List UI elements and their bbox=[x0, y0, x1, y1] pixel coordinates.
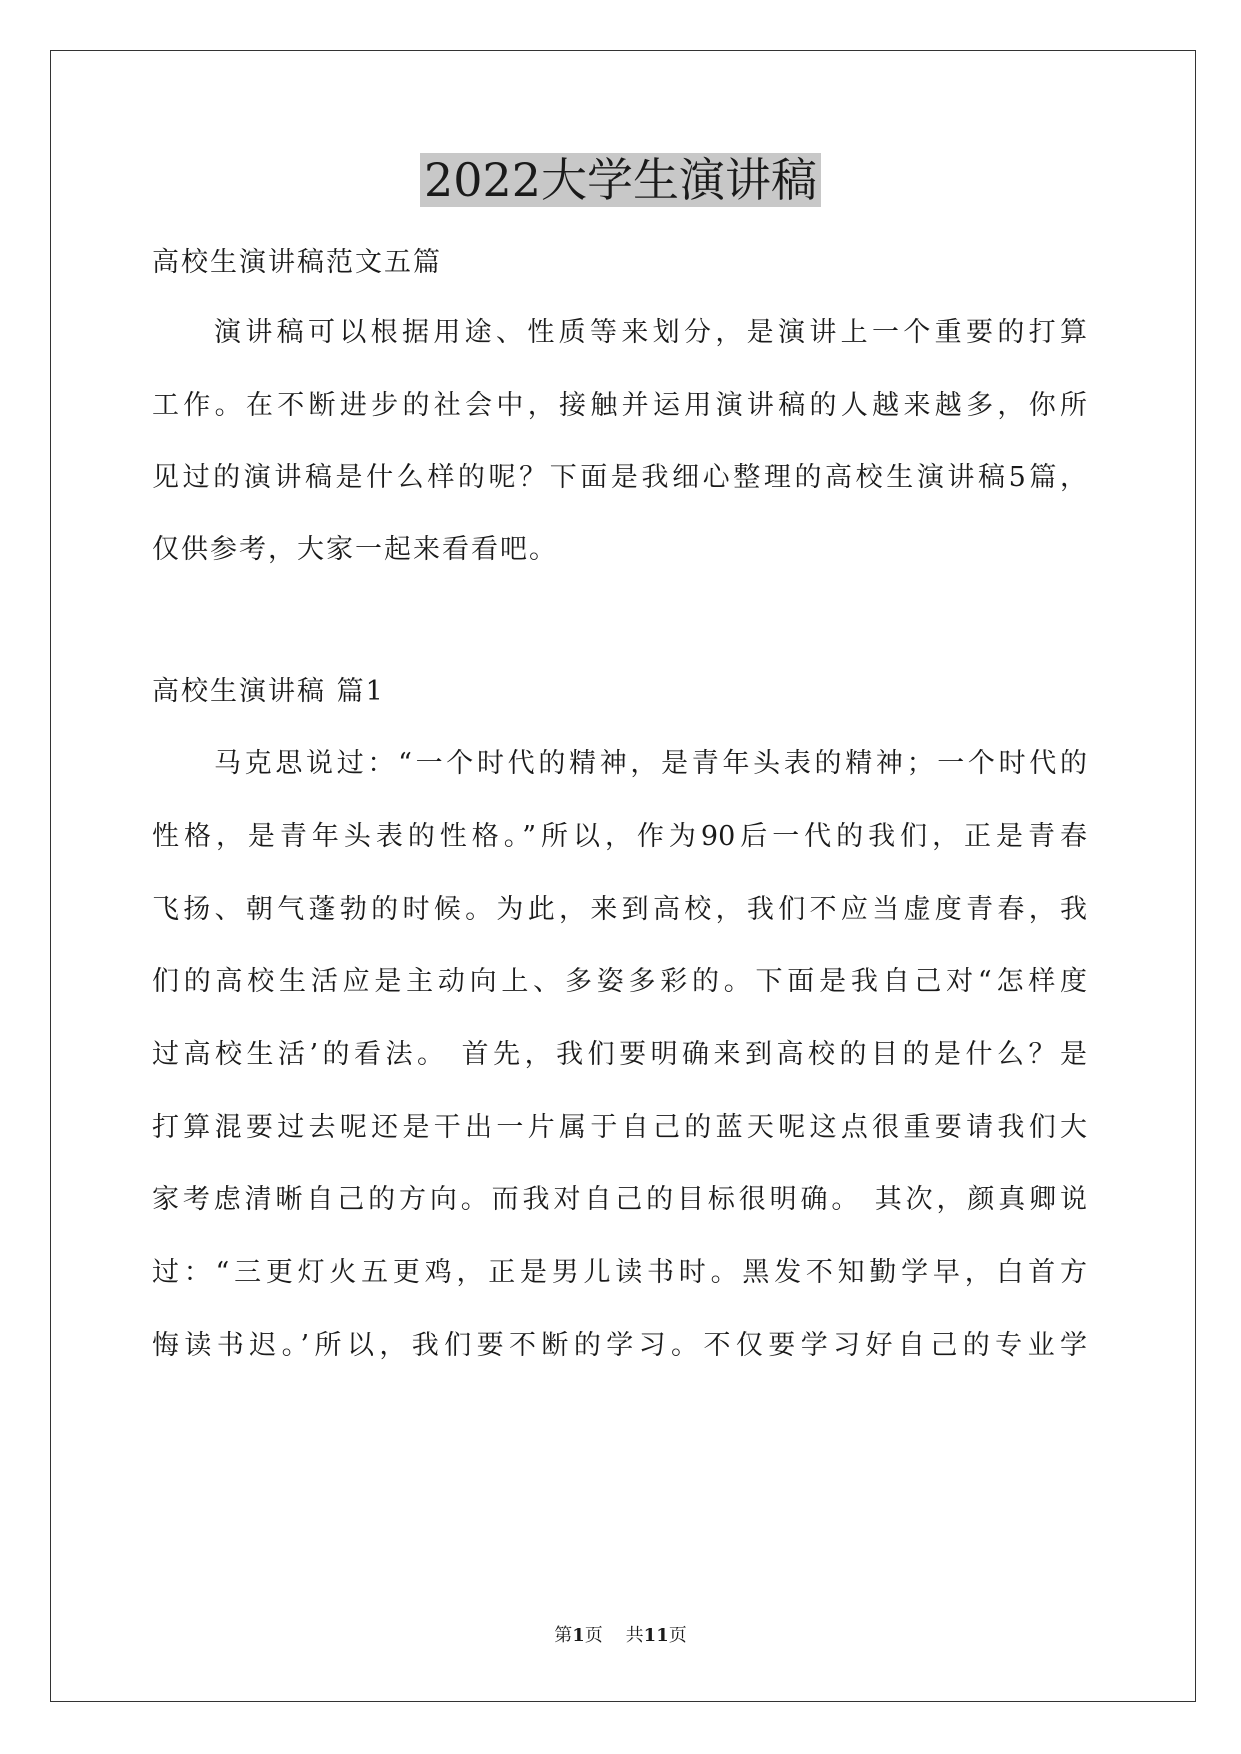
document-title-text: 2022大学生演讲稿 bbox=[420, 153, 821, 207]
body-line-1: 马克思说过：“一个时代的精神，是青年头表的精神；一个时代的 bbox=[214, 748, 1087, 779]
page-footer bbox=[0, 1623, 1241, 1649]
intro-line-1: 演讲稿可以根据用途、性质等来划分，是演讲上一个重要的打算 bbox=[214, 317, 1087, 348]
footer-total-suffix: 页 bbox=[668, 1625, 687, 1646]
page-frame bbox=[50, 50, 1196, 1702]
body-line-4: 们的高校生活应是主动向上、多姿多彩的。下面是我自己对“怎样度 bbox=[152, 966, 1087, 997]
document-subtitle: 高校生演讲稿范文五篇 bbox=[152, 247, 442, 278]
section-heading: 高校生演讲稿 篇1 bbox=[152, 676, 385, 707]
body-line-8: 过：“三更灯火五更鸡，正是男儿读书时。黑发不知勤学早，白首方 bbox=[152, 1257, 1087, 1288]
footer-total-prefix: 共 bbox=[625, 1625, 644, 1646]
document-title bbox=[0, 150, 1241, 210]
body-line-6: 打算混要过去呢还是干出一片属于自己的蓝天呢这点很重要请我们大 bbox=[152, 1112, 1087, 1143]
intro-line-3: 见过的演讲稿是什么样的呢？下面是我细心整理的高校生演讲稿5篇， bbox=[152, 462, 1087, 493]
footer-total-pages: 11 bbox=[643, 1625, 669, 1646]
body-line-7: 家考虑清晰自己的方向。而我对自己的目标很明确。 其次，颜真卿说 bbox=[152, 1184, 1087, 1215]
body-line-9: 悔读书迟。’所以，我们要不断的学习。不仅要学习好自己的专业学 bbox=[152, 1330, 1087, 1361]
footer-page-suffix: 页 bbox=[584, 1625, 603, 1646]
body-line-5: 过高校生活’的看法。 首先，我们要明确来到高校的目的是什么？是 bbox=[152, 1039, 1087, 1070]
intro-line-4: 仅供参考，大家一起来看看吧。 bbox=[152, 534, 558, 565]
body-line-2: 性格，是青年头表的性格。”所以，作为90后一代的我们，正是青春 bbox=[152, 821, 1087, 852]
intro-line-2: 工作。在不断进步的社会中，接触并运用演讲稿的人越来越多，你所 bbox=[152, 390, 1087, 421]
body-line-3: 飞扬、朝气蓬勃的时候。为此，来到高校，我们不应当虚度青春，我 bbox=[152, 894, 1087, 925]
footer-page-number: 1 bbox=[572, 1625, 585, 1646]
footer-page-prefix: 第 bbox=[554, 1625, 573, 1646]
